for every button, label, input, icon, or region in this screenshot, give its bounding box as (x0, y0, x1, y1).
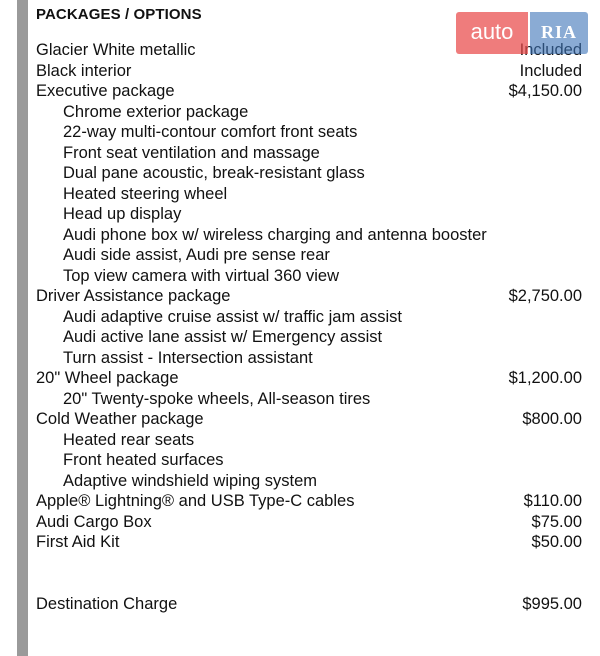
option-price: Included (519, 61, 582, 80)
destination-charge-row (36, 594, 582, 615)
destination-charge-price: $995.00 (522, 594, 582, 613)
feature-label: Front heated surfaces (63, 451, 224, 469)
option-row (36, 409, 582, 430)
package-feature-row (36, 348, 582, 369)
option-row (36, 491, 582, 512)
watermark-auto-text: auto (456, 12, 528, 54)
package-feature-row (36, 204, 582, 225)
option-label: Glacier White metallic (36, 41, 196, 59)
destination-charge-label: Destination Charge (36, 594, 178, 613)
package-feature-row (36, 245, 582, 266)
option-price: $2,750.00 (508, 287, 582, 305)
feature-label: Head up display (63, 205, 182, 223)
option-price: $50.00 (531, 533, 582, 551)
package-feature-row (36, 184, 582, 205)
section-title: PACKAGES / OPTIONS (36, 6, 202, 23)
option-row (36, 532, 582, 553)
package-feature-row (36, 163, 582, 184)
option-label: Audi Cargo Box (36, 512, 152, 531)
feature-label: Top view camera with virtual 360 view (63, 266, 340, 285)
option-row (36, 368, 582, 389)
option-price: $110.00 (523, 492, 582, 510)
feature-label: Audi active lane assist w/ Emergency assist (63, 328, 383, 346)
option-label: Driver Assistance package (36, 287, 231, 305)
option-label: 20" Wheel package (36, 369, 179, 387)
feature-label: Dual pane acoustic, break-resistant glass (63, 164, 365, 182)
options-list (36, 40, 582, 614)
feature-label: Turn assist - Intersection assistant (63, 348, 313, 367)
option-price: $1,200.00 (508, 369, 582, 387)
feature-label: 20" Twenty-spoke wheels, All-season tires (63, 389, 371, 408)
option-row (36, 81, 582, 102)
option-label: Executive package (36, 82, 175, 100)
feature-label: 22-way multi-contour comfort front seats (63, 123, 358, 141)
package-feature-row (36, 471, 582, 492)
feature-label: Heated rear seats (63, 430, 195, 449)
option-label: Apple® Lightning® and USB Type-C cables (36, 492, 355, 510)
package-feature-row (36, 307, 582, 328)
option-row (36, 286, 582, 307)
option-label: First Aid Kit (36, 533, 120, 551)
watermark-logo (456, 12, 588, 54)
option-price: $4,150.00 (508, 82, 582, 100)
package-feature-row (36, 143, 582, 164)
package-feature-row (36, 122, 582, 143)
feature-label: Chrome exterior package (63, 102, 249, 121)
feature-label: Audi side assist, Audi pre sense rear (63, 246, 330, 264)
package-feature-row (36, 450, 582, 471)
package-feature-row (36, 327, 582, 348)
feature-label: Audi phone box w/ wireless charging and antenna booster (63, 225, 487, 244)
left-margin-bar (17, 0, 28, 656)
option-label: Cold Weather package (36, 410, 204, 428)
feature-label: Front seat ventilation and massage (63, 143, 320, 162)
watermark-ria-text: RIA (530, 12, 588, 54)
option-label: Black interior (36, 61, 132, 80)
feature-label: Heated steering wheel (63, 184, 228, 203)
option-row (36, 512, 582, 533)
option-row (36, 61, 582, 82)
feature-label: Adaptive windshield wiping system (63, 471, 318, 490)
package-feature-row (36, 266, 582, 287)
feature-label: Audi adaptive cruise assist w/ traffic jam assist (63, 307, 402, 326)
package-feature-row (36, 389, 582, 410)
package-feature-row (36, 430, 582, 451)
blank-spacer (36, 553, 582, 594)
package-feature-row (36, 225, 582, 246)
option-price: $75.00 (531, 512, 582, 531)
option-price: $800.00 (522, 410, 582, 428)
package-feature-row (36, 102, 582, 123)
